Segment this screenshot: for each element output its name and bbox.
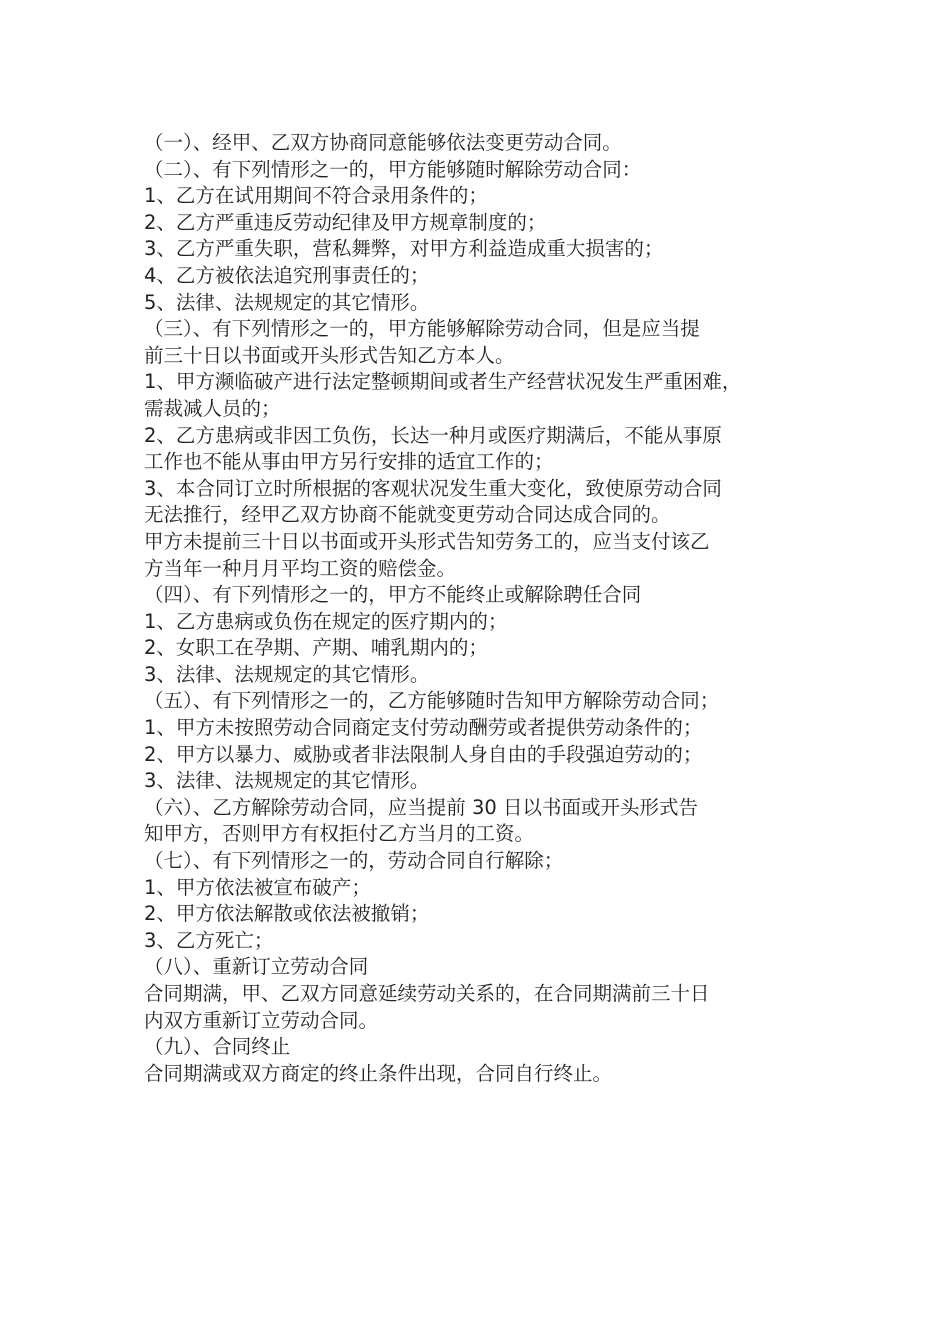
clause-6-heading: （六）、乙方解除劳动合同，应当提前 30 日以书面或开头形式告 xyxy=(144,795,698,819)
clause-3-heading: （三）、有下列情形之一的，甲方能够解除劳动合同，但是应当提 xyxy=(144,317,700,341)
clause-2-item-5: 5、法律、法规规定的其它情形。 xyxy=(144,290,430,314)
clause-3-compensation-cont: 方当年一种月月平均工资的赔偿金。 xyxy=(144,556,457,580)
clause-2-heading: （二）、有下列情形之一的，甲方能够随时解除劳动合同： xyxy=(144,157,642,181)
clause-3-item-1: 1、甲方濒临破产进行法定整顿期间或者生产经营状况发生严重困难， xyxy=(144,370,742,394)
clause-9-body: 合同期满或双方商定的终止条件出现，合同自行终止。 xyxy=(144,1061,613,1085)
clause-3-heading-cont: 前三十日以书面或开头形式告知乙方本人。 xyxy=(144,343,515,367)
clause-3-item-1-cont: 需裁减人员的； xyxy=(144,396,281,420)
clause-3-item-2: 2、乙方患病或非因工负伤，长达一种月或医疗期满后，不能从事原 xyxy=(144,423,722,447)
clause-6-heading-cont: 知甲方，否则甲方有权拒付乙方当月的工资。 xyxy=(144,822,535,846)
clause-4-item-2: 2、女职工在孕期、产期、哺乳期内的； xyxy=(144,636,488,660)
clause-5-item-1: 1、甲方未按照劳动合同商定支付劳动酬劳或者提供劳动条件的； xyxy=(144,716,703,740)
clause-8-body: 合同期满，甲、乙双方同意延续劳动关系的，在合同期满前三十日 xyxy=(144,982,710,1005)
clause-5-item-3: 3、法律、法规规定的其它情形。 xyxy=(144,769,430,793)
clause-3-item-3-cont: 无法推行，经甲乙双方协商不能就变更劳动合同达成合同的。 xyxy=(144,503,671,527)
clause-8-heading: （八）、重新订立劳动合同 xyxy=(144,955,369,979)
clause-4-heading: （四）、有下列情形之一的，甲方不能终止或解除聘任合同 xyxy=(144,583,642,607)
clause-4-item-3: 3、法律、法规规定的其它情形。 xyxy=(144,662,430,686)
clause-9-heading: （九）、合同终止 xyxy=(144,1035,291,1059)
clause-3-compensation: 甲方未提前三十日以书面或开头形式告知劳务工的，应当支付该乙 xyxy=(144,529,710,553)
clause-5-item-2: 2、甲方以暴力、威胁或者非法限制人身自由的手段强迫劳动的； xyxy=(144,742,703,766)
clause-3-item-2-cont: 工作也不能从事由甲方另行安排的适宜工作的； xyxy=(144,450,554,474)
clause-1-heading: （一）、经甲、乙双方协商同意能够依法变更劳动合同。 xyxy=(144,131,622,154)
contract-text-body xyxy=(144,130,834,1087)
clause-3-item-3: 3、本合同订立时所根据的客观状况发生重大变化，致使原劳动合同 xyxy=(144,476,722,500)
clause-7-item-2: 2、甲方依法解散或依法被撤销； xyxy=(144,902,430,926)
clause-7-item-3: 3、乙方死亡； xyxy=(144,928,274,952)
clause-7-heading: （七）、有下列情形之一的，劳动合同自行解除； xyxy=(144,849,564,873)
clause-2-item-1: 1、乙方在试用期间不符合录用条件的； xyxy=(144,184,488,208)
clause-5-heading: （五）、有下列情形之一的，乙方能够随时告知甲方解除劳动合同； xyxy=(144,689,720,713)
clause-2-item-4: 4、乙方被依法追究刑事责任的； xyxy=(144,263,430,287)
clause-2-item-2: 2、乙方严重违反劳动纪律及甲方规章制度的； xyxy=(144,210,547,234)
clause-8-body-cont: 内双方重新订立劳动合同。 xyxy=(144,1008,379,1032)
clause-7-item-1: 1、甲方依法被宣布破产； xyxy=(144,875,371,899)
clause-2-item-3: 3、乙方严重失职，营私舞弊，对甲方利益造成重大损害的； xyxy=(144,237,664,261)
clause-4-item-1: 1、乙方患病或负伤在规定的医疗期内的； xyxy=(144,609,508,633)
